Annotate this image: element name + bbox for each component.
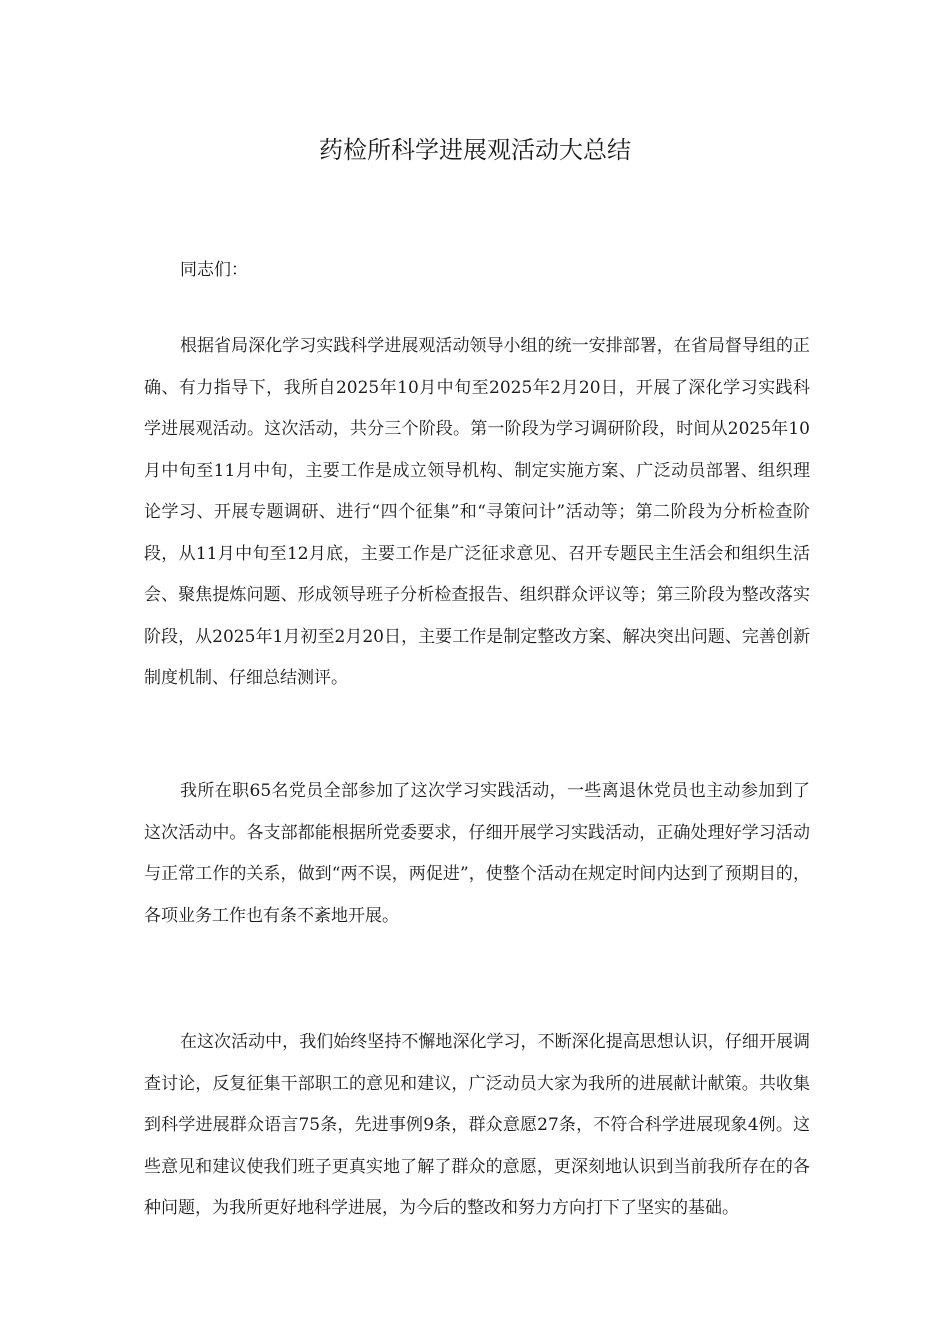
paragraph-activity-overview: 根据省局深化学习实践科学进展观活动领导小组的统一安排部署，在省局督导组的正确、有力指导下，我所自2025年10月中旬至2025年2月20日，开展了深化学习实践科学进展观活动。这次活动，共分三个阶段。第一阶段为学习调研阶段，时间从2025年10月中旬至11月中旬，主要工作是成立领导机构、制定实施方案、广泛动员部署、组织理论学习、开展专题调研、进行“四个征集”和“寻策问计”活动等；第二阶段为分析检查阶段，从11月中旬至12月底，主要工作是广泛征求意见、召开专题民主生活会和组织生活会、聚焦提炼问题、形成领导班子分析检查报告、组织群众评议等；第三阶段为整改落实阶段，从2025年1月初至2月20日，主要工作是制定整改方案、解决突出问题、完善创新制度机制、仔细总结测评。 — [144, 336, 810, 688]
salutation: 同志们： — [180, 260, 248, 280]
paragraph-feedback-collection: 在这次活动中，我们始终坚持不懈地深化学习，不断深化提高思想认识，仔细开展调查讨论，反复征集干部职工的意见和建议，广泛动员大家为我所的进展献计献策。共收集到科学进展群众语言75条，先进事例9条，群众意愿27条，不符合科学进展现象4例。这些意见和建议使我们班子更真实地了解了群众的意愿，更深刻地认识到当前我所存在的各种问题，为我所更好地科学进展，为今后的整改和努力方向打下了坚实的基础。 — [144, 1032, 810, 1218]
document-title: 药检所科学进展观活动大总结 — [319, 136, 631, 164]
paragraph-participation: 我所在职65名党员全部参加了这次学习实践活动，一些离退休党员也主动参加到了这次活动中。各支部都能根据所党委要求，仔细开展学习实践活动，正确处理好学习活动与正常工作的关系，做到“两不误，两促进”，使整个活动在规定时间内达到了预期目的，各项业务工作也有条不紊地开展。 — [144, 781, 810, 926]
